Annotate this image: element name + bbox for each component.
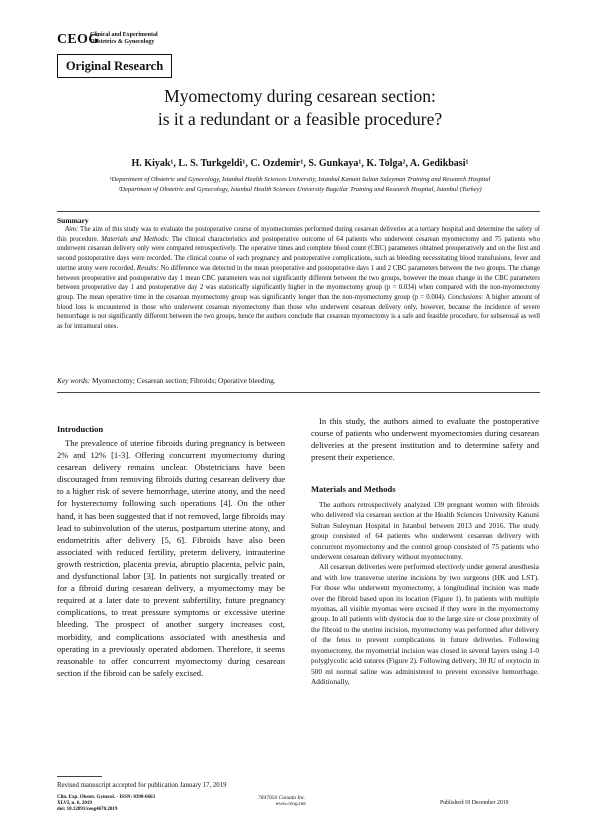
study-aim-text: In this study, the authors aimed to evaluate the postoperative course of patients who underwent myomectomies during cesarean deliveries at the present institution and to determine safety and present their experience.: [311, 416, 539, 463]
introduction-heading: Introduction: [57, 424, 104, 434]
journal-name: [90, 32, 158, 46]
citation-info: [57, 795, 155, 813]
introduction-paragraph: The prevalence of uterine fibroids during pregnancy is between 2% and 12% [1-3]. Offering concurrent myomectomy during cesarean delivery remains unclear. Obstetricians have been discouraged from removing fibroids during cesarean delivery due to a higher risk of severe hemorrhage, uterine atony, and the need for hysterectomy following such operations [4]. On the other hand, it has been suggested that if not removed, large fibroids may lead to subinvolution of the uterus, postpartum uterine atony, and endometritis after delivery [5, 6]. Fibroids have also been associated with reduced fertility, preterm delivery, intrauterine growth restriction, placenta previa, abruptio placenta, pelvic pain, and dysfunctional labor [3]. In patients not surgically treated or for a fibroid during cesarean delivery, a myomectomy may be required at a later date to prevent subfertility, future pregnancy complications, to treat pressure symptoms or excessive uterine bleeding. The prospect of another surgery increases cost, morbidity, and complications associated with anesthesia and operating in a previously operated abdomen. Therefore, it seems reasonable to offer concurrent myomectomy during cesarean section if the fibroid can be safely excised.: [57, 438, 285, 678]
affiliation-1: ¹Department of Obstetric and Gynecology, Istanbul Health Sciences University, Istanbul Kanuni Sultan Suleyman Training and Research Hospital: [109, 176, 491, 183]
footnote: Revised manuscript accepted for publication January 17, 2019: [57, 782, 227, 789]
summary-top-rule: [57, 211, 540, 212]
results-label: Results:: [135, 264, 159, 272]
publisher-url[interactable]: www.ceog.net: [275, 801, 306, 808]
journal-logo-abbr: CEOG: [57, 32, 100, 47]
published-date: Published:10 December 2019: [440, 800, 509, 806]
affiliation-2: ²Department of Obstetric and Gynecology, Istanbul Health Sciences University Bagcilar Training and Research Hospital, Istanbul (Turkey): [118, 186, 482, 193]
keywords-text: Myomectomy; Cesarean section; Fibroids; Operative bleeding.: [90, 376, 276, 385]
materials-methods-body: [311, 500, 539, 687]
publisher-name: 7847050 Canada Inc.: [258, 795, 306, 801]
volume-line: XLVI, n. 6, 2019: [57, 801, 92, 806]
study-aim-paragraph: [311, 415, 539, 463]
title-line-1: Myomectomy during cesarean section:: [164, 86, 436, 106]
results-text: No difference was detected in the mean preoperative and postoperative days 1 and 2 CBC parameters between the two groups. The change between preoperative and postoperative day 1 mean CBC parameters was not significantly different between the two groups, however the mean change in the CBC parameters between preoperative day 1 and postoperative day 2 was statistically significantly higher in the myomectomy group (p = 0.034) when compared with the non-myomectomy group. The mean operative time in the cesarean myomectomy group was significantly longer than the non-myomectomy group (p = 0.004).: [57, 264, 540, 301]
summary-bottom-rule: [57, 392, 540, 393]
aim-label: Aim:: [65, 226, 79, 233]
journal-name-line2: Obstetrics & Gynecology: [90, 39, 155, 45]
keywords: [57, 376, 276, 385]
methods-paragraph-1: The authors retrospectively analyzed 139 pregnant women with fibroids who delivered via cesarean section at the Health Sciences University Kanuni Sultan Suleyman Hospital in Istanbul between 2013 and 2016. The study group consisted of 64 patients who underwent cesarean delivery with concurrent myomectomy and the control group consisted of 75 patients who underwent cesarean delivery without myomectomy.: [311, 500, 539, 562]
citation-line: Clin. Exp. Obstet. Gynecol. - ISSN: 0390-6663: [57, 795, 156, 800]
section-badge: Original Research: [57, 54, 172, 78]
footnote-rule: [57, 776, 102, 777]
summary-heading: Summary: [57, 216, 89, 225]
author-list: H. Kiyak¹, L. S. Turkgeldi¹, C. Ozdemir¹, S. Gunkaya¹, K. Tolga², A. Gedikbasi¹: [131, 158, 469, 169]
publisher-info: [258, 795, 306, 808]
conclusions-label: Conclusions:: [445, 293, 484, 301]
introduction-body: [57, 437, 285, 679]
title-line-2: is it a redundant or a feasible procedure?: [157, 109, 443, 129]
journal-name-line1: Clinical and Experimental: [90, 32, 158, 38]
article-title: [60, 85, 540, 131]
materials-methods-heading: Materials and Methods: [311, 484, 396, 494]
methods-label: Materials and Methods:: [98, 235, 170, 243]
doi-line: doi: 10.12891/ceog4670.2019: [57, 807, 118, 812]
summary-text: [57, 225, 540, 332]
conclusions-text: A higher amount of blood loss is encountered in those who underwent cesarean myomectomy than those who underwent cesarean delivery only, however, because the incidence of severe hemorrhage is not significantly different between the two groups, hence the authors conclude that cesarean myomectomy is a safe and feasible procedure, for subserosal as well as for intramural ones.: [57, 293, 540, 331]
keywords-label: Key words:: [57, 376, 91, 385]
aim-text: The aim of this study was to evaluate the postoperative course of myomectomies performed during cesarean deliveries at a tertiary hospital and determine the safety of this procedure.: [57, 226, 540, 243]
methods-text: The clinical characteristics and postoperative outcome of 64 patients who underwent cesarean myomectomy and 75 patients who underwent cesarean delivery only were compared retrospectively. The operative times and complete blood count (CBC) parameters obtained preoperatively and on the first and second postoperative days were recorded. The clinical course of each pregnancy and postoperative complications, such as bleeding necessitating blood transfusions, fever and uterine atony were recorded.: [57, 235, 540, 272]
methods-paragraph-2: All cesarean deliveries were performed electively under general anesthesia and with low transverse uterine incisions by two surgeons (HK and LST). For those who underwent myomectomy, a longitudinal incision was made over the fibroid based upon its location (Figure 1). In patients with multiple myomas, all visible myomas were excised if they were in the myomectomy group. In all patients with dystocia due to the large size or close proximity of the fibroid to the uterine incision, myomectomy was performed after delivery of the fetus to prevent complications in future deliveries. Following myomectomy, the myometrial incision was closed in several layers using 1-0 polyglycolic acid sutures (Figure 2). Following delivery, 30 IU of oxytocin in 500 ml normal saline was administered to prevent excessive hemorrhage. Additionally,: [311, 562, 539, 686]
